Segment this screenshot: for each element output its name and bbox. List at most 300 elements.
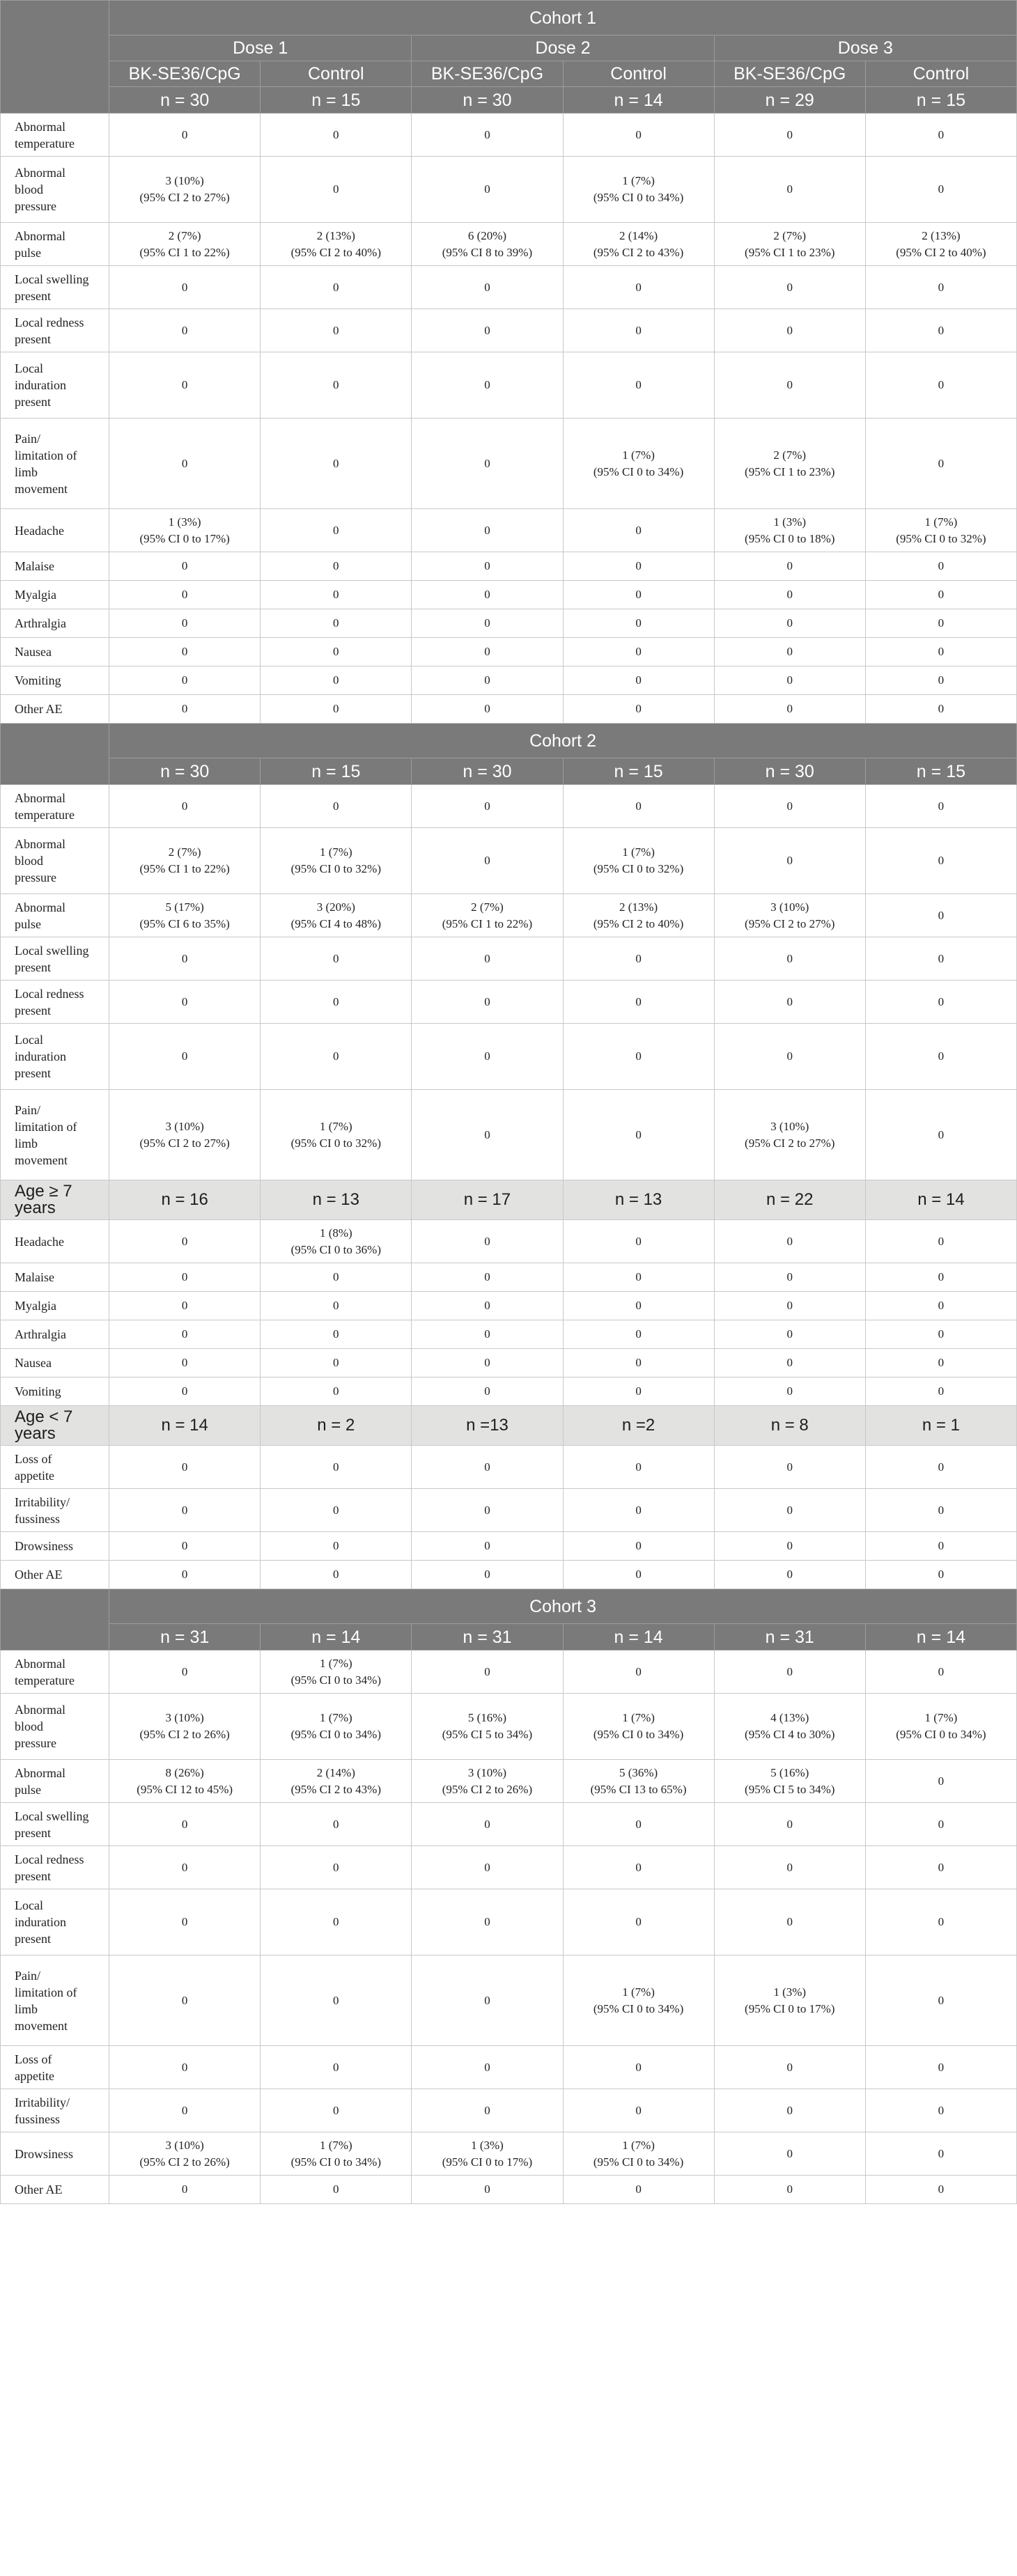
table-cell: 0 (109, 1263, 261, 1292)
age-group-n-cell: n =2 (563, 1406, 714, 1446)
sample-size-cell: n = 30 (714, 758, 865, 785)
table-cell: 0 (109, 1320, 261, 1349)
table-cell: 0 (412, 1561, 563, 1589)
table-cell: 0 (714, 2089, 865, 2132)
table-cell: 0 (865, 1889, 1016, 1956)
table-cell: 0 (563, 609, 714, 638)
table-row (1, 1803, 1017, 1846)
table-cell: 0 (563, 509, 714, 552)
table-row (1, 1292, 1017, 1320)
table-cell: 0 (261, 785, 412, 828)
table-cell: 0 (261, 1377, 412, 1406)
header-blank-cell (1, 1589, 109, 1650)
table-cell: 0 (412, 419, 563, 509)
table-row (1, 552, 1017, 581)
table-cell: 0 (412, 666, 563, 695)
table-cell: 0 (109, 1446, 261, 1489)
table-cell: 0 (109, 2089, 261, 2132)
arm-header: BK-SE36/CpG (412, 61, 563, 87)
age-group-n-cell: n = 22 (714, 1180, 865, 1220)
sample-size-cell: n = 29 (714, 87, 865, 114)
age-group-n-cell: n = 16 (109, 1180, 261, 1220)
table-cell: 1 (3%) (95% CI 0 to 18%) (714, 509, 865, 552)
table-cell: 0 (865, 1349, 1016, 1377)
table-cell: 0 (412, 1320, 563, 1349)
sample-size-row (1, 758, 1017, 785)
table-row (1, 1090, 1017, 1180)
table-cell: 0 (261, 1532, 412, 1561)
table-row (1, 1349, 1017, 1377)
table-cell: 0 (261, 552, 412, 581)
table-cell: 2 (7%) (95% CI 1 to 22%) (109, 223, 261, 266)
table-row (1, 1650, 1017, 1694)
table-cell: 0 (109, 2046, 261, 2089)
sample-size-cell: n = 30 (412, 758, 563, 785)
table-cell: 0 (563, 1532, 714, 1561)
table-cell: 0 (865, 114, 1016, 157)
row-label: Abnormal pulse (1, 1760, 109, 1803)
table-cell: 0 (563, 981, 714, 1024)
table-cell: 0 (714, 1889, 865, 1956)
table-cell: 0 (714, 309, 865, 352)
table-cell: 0 (714, 638, 865, 666)
table-cell: 0 (109, 266, 261, 309)
table-cell: 0 (714, 114, 865, 157)
table-cell: 0 (563, 1846, 714, 1889)
table-row (1, 1846, 1017, 1889)
row-label: Local induration present (1, 352, 109, 419)
header-blank-cell (1, 724, 109, 785)
table-cell: 0 (109, 581, 261, 609)
table-cell: 0 (865, 638, 1016, 666)
table-cell: 0 (563, 638, 714, 666)
table-cell: 3 (10%) (95% CI 2 to 26%) (109, 2132, 261, 2176)
table-cell: 0 (412, 2176, 563, 2204)
table-cell: 0 (412, 609, 563, 638)
table-cell: 0 (412, 114, 563, 157)
row-label: Local redness present (1, 309, 109, 352)
table-cell: 0 (109, 1803, 261, 1846)
table-cell: 0 (261, 1489, 412, 1532)
row-label: Abnormal blood pressure (1, 1694, 109, 1760)
table-cell: 1 (7%) (95% CI 0 to 34%) (563, 157, 714, 223)
table-cell: 0 (865, 609, 1016, 638)
table-cell: 0 (865, 2046, 1016, 2089)
table-body (1, 1, 1017, 2204)
table-row (1, 157, 1017, 223)
table-cell: 0 (865, 1090, 1016, 1180)
table-cell: 2 (7%) (95% CI 1 to 23%) (714, 419, 865, 509)
table-cell: 0 (261, 1446, 412, 1489)
age-group-n-cell: n = 1 (865, 1406, 1016, 1446)
table-row (1, 828, 1017, 894)
table-cell: 0 (714, 1561, 865, 1589)
age-group-n-cell: n =13 (412, 1406, 563, 1446)
row-label: Irritability/ fussiness (1, 2089, 109, 2132)
table-cell: 0 (109, 114, 261, 157)
row-label: Malaise (1, 552, 109, 581)
table-cell: 0 (714, 1446, 865, 1489)
table-cell: 3 (10%) (95% CI 2 to 26%) (412, 1760, 563, 1803)
sample-size-cell: n = 31 (109, 1624, 261, 1650)
table-row (1, 114, 1017, 157)
sample-size-cell: n = 14 (865, 1624, 1016, 1650)
table-cell: 1 (7%) (95% CI 0 to 32%) (261, 828, 412, 894)
table-row (1, 1694, 1017, 1760)
table-cell: 3 (20%) (95% CI 4 to 48%) (261, 894, 412, 937)
table-cell: 0 (109, 1650, 261, 1694)
table-cell: 0 (865, 894, 1016, 937)
arm-header: Control (563, 61, 714, 87)
table-row (1, 2046, 1017, 2089)
table-cell: 0 (261, 1956, 412, 2046)
table-cell: 0 (109, 785, 261, 828)
table-cell: 0 (865, 1532, 1016, 1561)
row-label: Nausea (1, 638, 109, 666)
table-cell: 0 (261, 2046, 412, 2089)
table-cell: 0 (261, 695, 412, 724)
table-cell: 0 (865, 1956, 1016, 2046)
table-cell: 0 (109, 1532, 261, 1561)
table-cell: 0 (865, 1024, 1016, 1090)
dose-header: Dose 2 (412, 36, 714, 61)
table-cell: 0 (261, 2176, 412, 2204)
table-cell: 0 (563, 2176, 714, 2204)
table-cell: 0 (412, 157, 563, 223)
table-cell: 0 (714, 981, 865, 1024)
table-cell: 0 (412, 1377, 563, 1406)
table-cell: 0 (261, 157, 412, 223)
row-label: Local swelling present (1, 937, 109, 981)
sample-size-row (1, 1624, 1017, 1650)
table-cell: 0 (865, 1263, 1016, 1292)
table-cell: 0 (261, 1292, 412, 1320)
row-label: Abnormal pulse (1, 894, 109, 937)
table-cell: 1 (3%) (95% CI 0 to 17%) (109, 509, 261, 552)
table-cell: 1 (3%) (95% CI 0 to 17%) (714, 1956, 865, 2046)
table-cell: 0 (563, 1377, 714, 1406)
table-row (1, 638, 1017, 666)
table-cell: 0 (563, 1320, 714, 1349)
table-cell: 0 (412, 638, 563, 666)
dose-header: Dose 1 (109, 36, 412, 61)
table-cell: 0 (714, 1532, 865, 1561)
table-cell: 1 (7%) (95% CI 0 to 34%) (563, 1956, 714, 2046)
cohort-title-row (1, 724, 1017, 758)
row-label: Local redness present (1, 1846, 109, 1889)
table-row (1, 1561, 1017, 1589)
table-cell: 0 (109, 1220, 261, 1263)
age-group-n-cell: n = 13 (261, 1180, 412, 1220)
table-cell: 0 (261, 666, 412, 695)
table-cell: 0 (109, 309, 261, 352)
table-cell: 0 (412, 509, 563, 552)
table-cell: 0 (412, 1650, 563, 1694)
header-blank-cell (1, 1, 109, 114)
dose-header-row (1, 36, 1017, 61)
table-cell: 0 (714, 2132, 865, 2176)
row-label: Myalgia (1, 581, 109, 609)
table-cell: 2 (14%) (95% CI 2 to 43%) (261, 1760, 412, 1803)
table-cell: 0 (412, 1220, 563, 1263)
table-cell: 1 (7%) (95% CI 0 to 34%) (261, 2132, 412, 2176)
sample-size-cell: n = 30 (109, 758, 261, 785)
table-cell: 1 (7%) (95% CI 0 to 34%) (261, 1694, 412, 1760)
table-cell: 0 (865, 1377, 1016, 1406)
table-row (1, 309, 1017, 352)
table-cell: 0 (714, 1803, 865, 1846)
table-cell: 0 (109, 695, 261, 724)
row-label: Loss of appetite (1, 2046, 109, 2089)
table-cell: 0 (412, 1956, 563, 2046)
arm-header: Control (261, 61, 412, 87)
arm-header: Control (865, 61, 1016, 87)
row-label: Pain/ limitation of limb movement (1, 419, 109, 509)
table-row (1, 1446, 1017, 1489)
dose-header: Dose 3 (714, 36, 1016, 61)
sample-size-cell: n = 15 (563, 758, 714, 785)
table-cell: 0 (563, 1263, 714, 1292)
table-cell: 0 (865, 937, 1016, 981)
table-cell: 0 (109, 1024, 261, 1090)
table-cell: 0 (714, 2046, 865, 2089)
row-label: Local swelling present (1, 1803, 109, 1846)
age-group-n-cell: n = 8 (714, 1406, 865, 1446)
table-row (1, 509, 1017, 552)
table-row (1, 581, 1017, 609)
table-cell: 0 (714, 937, 865, 981)
table-row (1, 785, 1017, 828)
table-cell: 5 (36%) (95% CI 13 to 65%) (563, 1760, 714, 1803)
cohort-title: Cohort 1 (109, 1, 1017, 36)
table-cell: 0 (563, 1090, 714, 1180)
row-label: Vomiting (1, 666, 109, 695)
row-label: Loss of appetite (1, 1446, 109, 1489)
table-cell: 2 (7%) (95% CI 1 to 23%) (714, 223, 865, 266)
arm-header: BK-SE36/CpG (714, 61, 865, 87)
age-group-n-cell: n = 14 (865, 1180, 1016, 1220)
table-cell: 0 (714, 157, 865, 223)
table-row (1, 419, 1017, 509)
table-cell: 0 (865, 1650, 1016, 1694)
table-cell: 2 (7%) (95% CI 1 to 22%) (412, 894, 563, 937)
table-row (1, 223, 1017, 266)
table-cell: 2 (14%) (95% CI 2 to 43%) (563, 223, 714, 266)
table-cell: 0 (109, 1292, 261, 1320)
table-cell: 0 (261, 638, 412, 666)
table-cell: 0 (563, 1489, 714, 1532)
arm-header: BK-SE36/CpG (109, 61, 261, 87)
row-label: Drowsiness (1, 2132, 109, 2176)
table-cell: 0 (412, 1532, 563, 1561)
table-row (1, 1956, 1017, 2046)
table-cell: 0 (865, 666, 1016, 695)
table-cell: 0 (412, 2046, 563, 2089)
table-cell: 0 (109, 552, 261, 581)
sample-size-cell: n = 15 (865, 758, 1016, 785)
table-cell: 1 (7%) (95% CI 0 to 32%) (261, 1090, 412, 1180)
table-cell: 1 (8%) (95% CI 0 to 36%) (261, 1220, 412, 1263)
sample-size-cell: n = 31 (412, 1624, 563, 1650)
table-cell: 2 (13%) (95% CI 2 to 40%) (261, 223, 412, 266)
sample-size-cell: n = 31 (714, 1624, 865, 1650)
table-cell: 0 (865, 552, 1016, 581)
table-cell: 0 (261, 1803, 412, 1846)
table-cell: 0 (865, 1220, 1016, 1263)
table-cell: 0 (563, 581, 714, 609)
table-cell: 0 (412, 981, 563, 1024)
table-cell: 0 (563, 937, 714, 981)
sample-size-cell: n = 30 (109, 87, 261, 114)
table-row (1, 1760, 1017, 1803)
table-cell: 0 (865, 1760, 1016, 1803)
row-label: Pain/ limitation of limb movement (1, 1956, 109, 2046)
table-cell: 1 (7%) (95% CI 0 to 34%) (865, 1694, 1016, 1760)
table-row (1, 2089, 1017, 2132)
table-cell: 0 (714, 785, 865, 828)
row-label: Headache (1, 1220, 109, 1263)
table-row (1, 1889, 1017, 1956)
table-cell: 0 (714, 552, 865, 581)
table-cell: 1 (7%) (95% CI 0 to 34%) (563, 2132, 714, 2176)
row-label: Abnormal temperature (1, 1650, 109, 1694)
table-cell: 0 (714, 1650, 865, 1694)
table-cell: 0 (714, 828, 865, 894)
table-cell: 0 (714, 1320, 865, 1349)
table-cell: 0 (109, 352, 261, 419)
table-cell: 0 (109, 1377, 261, 1406)
table-cell: 0 (563, 1349, 714, 1377)
row-label: Local redness present (1, 981, 109, 1024)
table-cell: 3 (10%) (95% CI 2 to 27%) (109, 1090, 261, 1180)
table-cell: 0 (412, 937, 563, 981)
row-label: Abnormal pulse (1, 223, 109, 266)
table-cell: 0 (109, 1489, 261, 1532)
row-label: Nausea (1, 1349, 109, 1377)
table-cell: 0 (714, 1349, 865, 1377)
table-cell: 0 (563, 1803, 714, 1846)
table-row (1, 266, 1017, 309)
table-cell: 0 (563, 1220, 714, 1263)
age-group-n-cell: n = 2 (261, 1406, 412, 1446)
row-label: Local induration present (1, 1889, 109, 1956)
table-row (1, 2132, 1017, 2176)
sample-size-cell: n = 14 (563, 1624, 714, 1650)
table-cell: 0 (714, 666, 865, 695)
table-cell: 0 (412, 1803, 563, 1846)
table-cell: 0 (714, 2176, 865, 2204)
table-cell: 2 (7%) (95% CI 1 to 22%) (109, 828, 261, 894)
table-cell: 0 (865, 419, 1016, 509)
table-cell: 0 (865, 581, 1016, 609)
table-cell: 0 (563, 666, 714, 695)
cohort-title: Cohort 2 (109, 724, 1017, 758)
sample-size-cell: n = 15 (261, 758, 412, 785)
table-cell: 0 (865, 1292, 1016, 1320)
table-cell: 3 (10%) (95% CI 2 to 27%) (109, 157, 261, 223)
table-cell: 3 (10%) (95% CI 2 to 27%) (714, 894, 865, 937)
table-cell: 0 (563, 695, 714, 724)
table-row (1, 937, 1017, 981)
age-group-row (1, 1406, 1017, 1446)
table-cell: 0 (865, 2132, 1016, 2176)
table-cell: 0 (865, 785, 1016, 828)
table-cell: 0 (109, 1956, 261, 2046)
table-cell: 0 (714, 1489, 865, 1532)
table-cell: 0 (865, 695, 1016, 724)
table-cell: 0 (261, 1846, 412, 1889)
age-group-n-cell: n = 13 (563, 1180, 714, 1220)
table-cell: 0 (563, 1889, 714, 1956)
table-row (1, 1263, 1017, 1292)
table-cell: 0 (261, 114, 412, 157)
table-cell: 0 (412, 581, 563, 609)
table-cell: 0 (865, 1803, 1016, 1846)
table-cell: 0 (109, 609, 261, 638)
row-label: Local induration present (1, 1024, 109, 1090)
table-cell: 0 (109, 2176, 261, 2204)
table-cell: 0 (261, 1561, 412, 1589)
table-cell: 0 (412, 309, 563, 352)
table-cell: 0 (412, 1889, 563, 1956)
table-cell: 0 (865, 352, 1016, 419)
table-cell: 0 (412, 352, 563, 419)
table-cell: 0 (865, 828, 1016, 894)
table-row (1, 2176, 1017, 2204)
table-cell: 1 (3%) (95% CI 0 to 17%) (412, 2132, 563, 2176)
table-row (1, 1377, 1017, 1406)
table-cell: 0 (412, 1024, 563, 1090)
table-cell: 0 (563, 1561, 714, 1589)
table-cell: 0 (563, 2089, 714, 2132)
table-cell: 5 (16%) (95% CI 5 to 34%) (714, 1760, 865, 1803)
table-row (1, 695, 1017, 724)
table-cell: 0 (563, 266, 714, 309)
table-cell: 0 (109, 638, 261, 666)
row-label: Arthralgia (1, 1320, 109, 1349)
table-cell: 0 (714, 1292, 865, 1320)
table-cell: 1 (7%) (95% CI 0 to 32%) (865, 509, 1016, 552)
table-cell: 0 (563, 785, 714, 828)
sample-size-row (1, 87, 1017, 114)
table-cell: 0 (563, 1446, 714, 1489)
row-label: Local swelling present (1, 266, 109, 309)
table-cell: 0 (563, 1024, 714, 1090)
table-cell: 0 (109, 1889, 261, 1956)
table-cell: 0 (261, 419, 412, 509)
table-row (1, 1489, 1017, 1532)
table-cell: 0 (261, 1349, 412, 1377)
table-row (1, 1220, 1017, 1263)
table-cell: 0 (109, 1349, 261, 1377)
table-cell: 0 (563, 1650, 714, 1694)
table-cell: 0 (563, 552, 714, 581)
table-cell: 5 (16%) (95% CI 5 to 34%) (412, 1694, 563, 1760)
table-row (1, 609, 1017, 638)
table-cell: 0 (109, 1561, 261, 1589)
table-cell: 0 (412, 1446, 563, 1489)
table-cell: 0 (261, 981, 412, 1024)
table-cell: 0 (261, 509, 412, 552)
table-cell: 0 (261, 266, 412, 309)
table-cell: 0 (261, 937, 412, 981)
age-group-row (1, 1180, 1017, 1220)
table-cell: 4 (13%) (95% CI 4 to 30%) (714, 1694, 865, 1760)
table-cell: 0 (714, 1024, 865, 1090)
table-cell: 6 (20%) (95% CI 8 to 39%) (412, 223, 563, 266)
cohort-title: Cohort 3 (109, 1589, 1017, 1624)
sample-size-cell: n = 14 (563, 87, 714, 114)
